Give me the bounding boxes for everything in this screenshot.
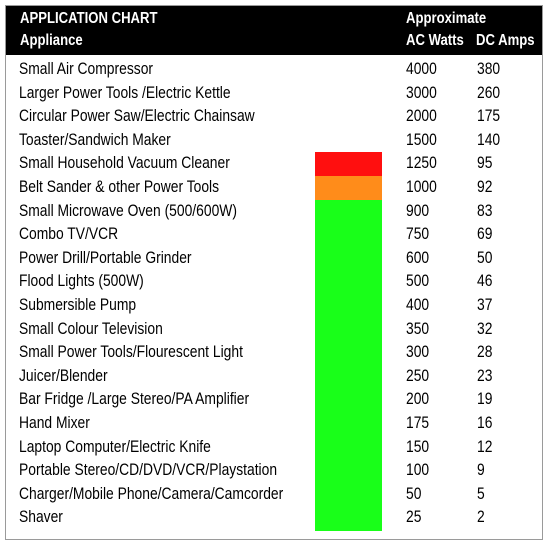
table-row <box>0 270 550 293</box>
table-row <box>0 294 550 317</box>
ac-watts-value: 1000 <box>406 178 437 196</box>
dc-amps-value: 175 <box>477 107 501 126</box>
ac-watts-column-header: AC Watts <box>406 32 464 49</box>
appliance-name: Larger Power Tools /Electric Kettle <box>19 83 231 102</box>
ac-watts-value: 350 <box>406 319 430 338</box>
appliance-name: Bar Fridge /Large Stereo/PA Amplifier <box>19 390 250 409</box>
ac-watts-value: 900 <box>406 201 430 220</box>
table-row <box>0 483 550 506</box>
appliance-name: Small Colour Television <box>19 319 163 338</box>
level-indicator-green <box>315 483 382 507</box>
appliance-name: Portable Stereo/CD/DVD/VCR/Playstation <box>19 461 278 480</box>
table-row <box>0 412 550 435</box>
table-row <box>0 200 550 223</box>
table-row <box>0 152 550 175</box>
level-indicator-green <box>315 436 382 460</box>
table-header <box>6 6 542 55</box>
appliance-name: Juicer/Blender <box>19 366 108 385</box>
dc-amps-value: 69 <box>477 225 493 244</box>
level-indicator-green <box>315 412 382 436</box>
ac-watts-value: 500 <box>406 272 430 291</box>
level-indicator-green <box>315 388 382 412</box>
level-indicator-red <box>315 152 382 176</box>
appliance-name: Circular Power Saw/Electric Chainsaw <box>19 107 255 126</box>
dc-amps-value: 83 <box>477 201 493 220</box>
level-indicator-green <box>315 294 382 318</box>
ac-watts-value: 3000 <box>406 83 437 102</box>
table-row <box>0 341 550 364</box>
dc-amps-value: 46 <box>477 272 493 291</box>
level-indicator-green <box>315 223 382 247</box>
dc-amps-value: 32 <box>477 319 493 338</box>
dc-amps-value: 92 <box>477 178 493 196</box>
level-indicator-green <box>315 247 382 271</box>
ac-watts-value: 2000 <box>406 107 437 126</box>
table-row <box>0 318 550 341</box>
level-indicator-green <box>315 459 382 483</box>
dc-amps-value: 2 <box>477 508 485 527</box>
table-row <box>0 365 550 388</box>
table-row <box>0 176 550 199</box>
table-row <box>0 247 550 270</box>
appliance-name: Flood Lights (500W) <box>19 272 144 291</box>
level-indicator-green <box>315 365 382 389</box>
dc-amps-value: 37 <box>477 296 493 314</box>
appliance-name: Small Household Vacuum Cleaner <box>19 154 230 173</box>
appliance-name: Toaster/Sandwich Maker <box>19 130 171 149</box>
appliance-column-header: Appliance <box>20 32 83 49</box>
appliance-name: Shaver <box>19 508 63 527</box>
appliance-name: Submersible Pump <box>19 296 137 314</box>
dc-amps-value: 50 <box>477 248 493 267</box>
ac-watts-value: 200 <box>406 390 430 409</box>
ac-watts-value: 1250 <box>406 154 437 173</box>
appliance-name: Small Power Tools/Flourescent Light <box>19 343 243 362</box>
appliance-name: Power Drill/Portable Grinder <box>19 248 192 267</box>
ac-watts-value: 50 <box>406 484 422 503</box>
ac-watts-value: 250 <box>406 366 430 385</box>
ac-watts-value: 175 <box>406 414 430 432</box>
ac-watts-value: 100 <box>406 461 430 480</box>
ac-watts-value: 600 <box>406 248 430 267</box>
table-row <box>0 506 550 529</box>
dc-amps-value: 380 <box>477 60 501 78</box>
level-indicator-green <box>315 341 382 365</box>
table-row <box>0 223 550 246</box>
ac-watts-value: 400 <box>406 296 430 314</box>
ac-watts-value: 300 <box>406 343 430 362</box>
dc-amps-value: 140 <box>477 130 501 149</box>
table-row <box>0 58 550 81</box>
appliance-name: Charger/Mobile Phone/Camera/Camcorder <box>19 484 284 503</box>
dc-amps-value: 260 <box>477 83 501 102</box>
level-indicator-green <box>315 200 382 224</box>
level-indicator-green <box>315 506 382 530</box>
level-indicator-orange <box>315 176 382 200</box>
appliance-name: Hand Mixer <box>19 414 90 432</box>
dc-amps-value: 5 <box>477 484 485 503</box>
dc-amps-value: 95 <box>477 154 493 173</box>
dc-amps-column-header: DC Amps <box>476 32 535 49</box>
appliance-name: Combo TV/VCR <box>19 225 119 244</box>
table-row <box>0 436 550 459</box>
table-row <box>0 82 550 105</box>
appliance-name: Small Air Compressor <box>19 60 154 78</box>
ac-watts-value: 4000 <box>406 60 437 78</box>
ac-watts-value: 25 <box>406 508 422 527</box>
ac-watts-value: 750 <box>406 225 430 244</box>
ac-watts-value: 1500 <box>406 130 437 149</box>
appliance-name: Small Microwave Oven (500/600W) <box>19 201 237 220</box>
appliance-name: Laptop Computer/Electric Knife <box>19 437 211 456</box>
table-row <box>0 459 550 482</box>
table-row <box>0 129 550 152</box>
dc-amps-value: 9 <box>477 461 485 480</box>
table-row <box>0 105 550 128</box>
level-indicator-green <box>315 318 382 342</box>
dc-amps-value: 16 <box>477 414 493 432</box>
ac-watts-value: 150 <box>406 437 430 456</box>
dc-amps-value: 19 <box>477 390 493 409</box>
chart-title: APPLICATION CHART <box>20 10 158 27</box>
dc-amps-value: 12 <box>477 437 493 456</box>
table-row <box>0 388 550 411</box>
approximate-header: Approximate <box>406 10 487 27</box>
level-indicator-green <box>315 270 382 294</box>
dc-amps-value: 23 <box>477 366 493 385</box>
appliance-name: Belt Sander & other Power Tools <box>19 178 220 196</box>
dc-amps-value: 28 <box>477 343 493 362</box>
